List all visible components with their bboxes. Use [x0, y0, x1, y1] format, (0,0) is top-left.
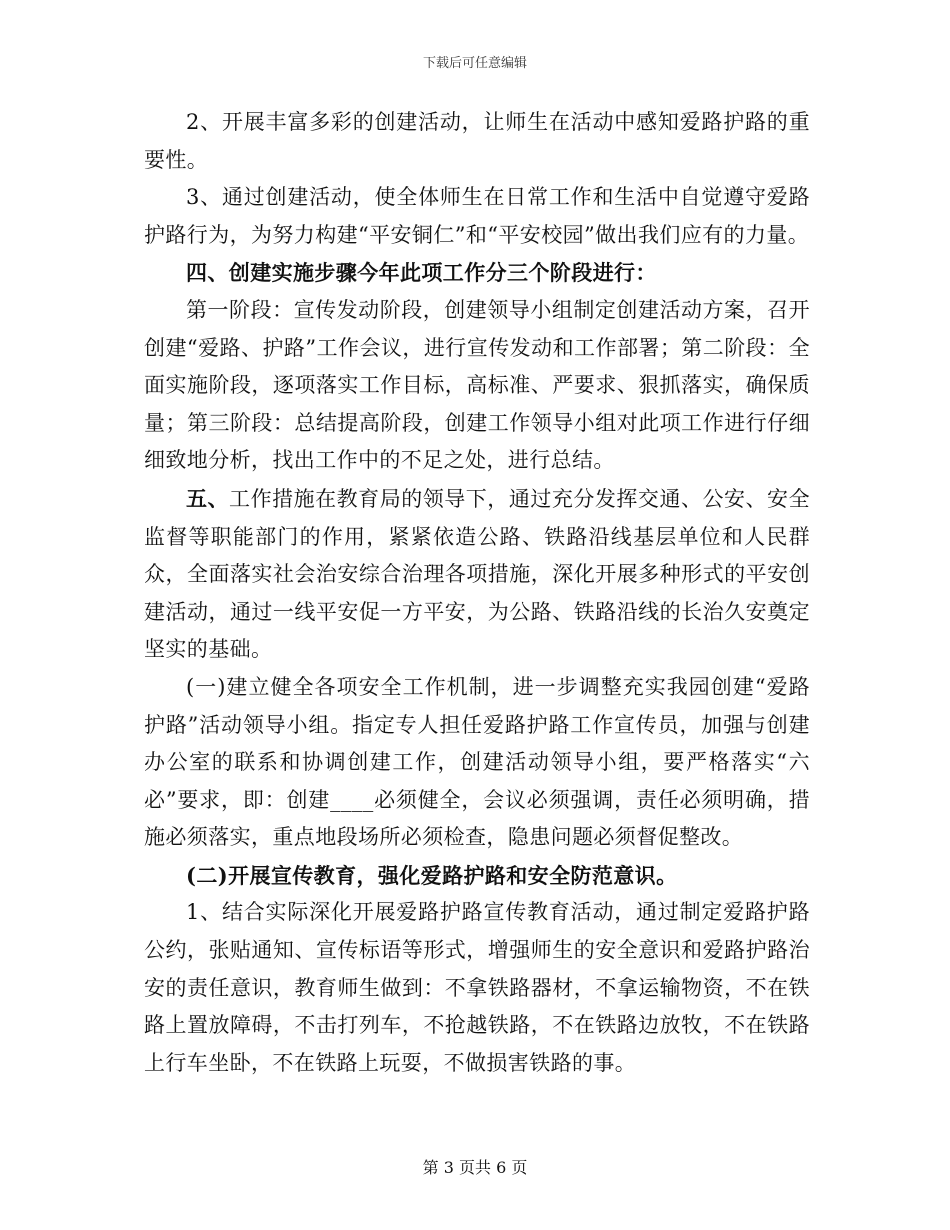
page-footer: 第 3 页共 6 页	[422, 1158, 528, 1177]
paragraph-phases: 第一阶段：宣传发动阶段，创建领导小组制定创建活动方案，召开创建“爱路、护路”工作会议，进行宣传发动和工作部署；第二阶段：全面实施阶段，逐项落实工作目标，高标准、严要求、狠抓落实，确保质量；第三阶段：总结提高阶段，创建工作领导小组对此项工作进行仔细细致地分析，找出工作中的不足之处，进行总结。	[144, 297, 810, 473]
paragraph-goal-3: 3、通过创建活动，使全体师生在日常工作和生活中自觉遵守爱路护路行为，为努力构建“平安铜仁”和“平安校园”做出我们应有的力量。	[144, 185, 810, 247]
paragraph-goal-2: 2、开展丰富多彩的创建活动，让师生在活动中感知爱路护路的重要性。	[144, 110, 810, 172]
section-heading-steps: 四、创建实施步骤今年此项工作分三个阶段进行：	[186, 260, 657, 286]
paragraph-measures	[144, 480, 810, 669]
page-header: 下载后可任意编辑	[422, 56, 527, 71]
section-heading-measures: 五、	[186, 485, 230, 511]
paragraph-measures-text: 工作措施在教育局的领导下，通过充分发挥交通、公安、安全监督等职能部门的作用，紧紧依造公路、铁路沿线基层单位和人民群众，全面落实社会治安综合治理各项措施，深化开展多种形式的平安创建活动，通过一线平安促一方平安，为公路、铁路沿线的长治久安奠定坚实的基础。	[144, 486, 810, 662]
paragraph-mechanism: (一)建立健全各项安全工作机制，进一步调整充实我园创建“爱路护路”活动领导小组。指定专人担任爱路护路工作宣传员，加强与创建办公室的联系和协调创建工作，创建活动领导小组，要严格落实“六必”要求，即：创建____必须健全，会议必须强调，责任必须明确，措施必须落实，重点地段场所必须检查，隐患问题必须督促整改。	[144, 674, 810, 850]
paragraph-education-1: 1、结合实际深化开展爱路护路宣传教育活动，通过制定爱路护路公约，张贴通知、宣传标语等形式，增强师生的安全意识和爱路护路治安的责任意识，教育师生做到：不拿铁路器材，不拿运输物资，不在铁路上置放障碍，不击打列车，不抢越铁路，不在铁路边放牧，不在铁路上行车坐卧，不在铁路上玩耍，不做损害铁路的事。	[144, 900, 810, 1075]
subheading-education: (二)开展宣传教育，强化爱路护路和安全防范意识。	[186, 862, 678, 888]
document-body	[144, 104, 810, 1082]
